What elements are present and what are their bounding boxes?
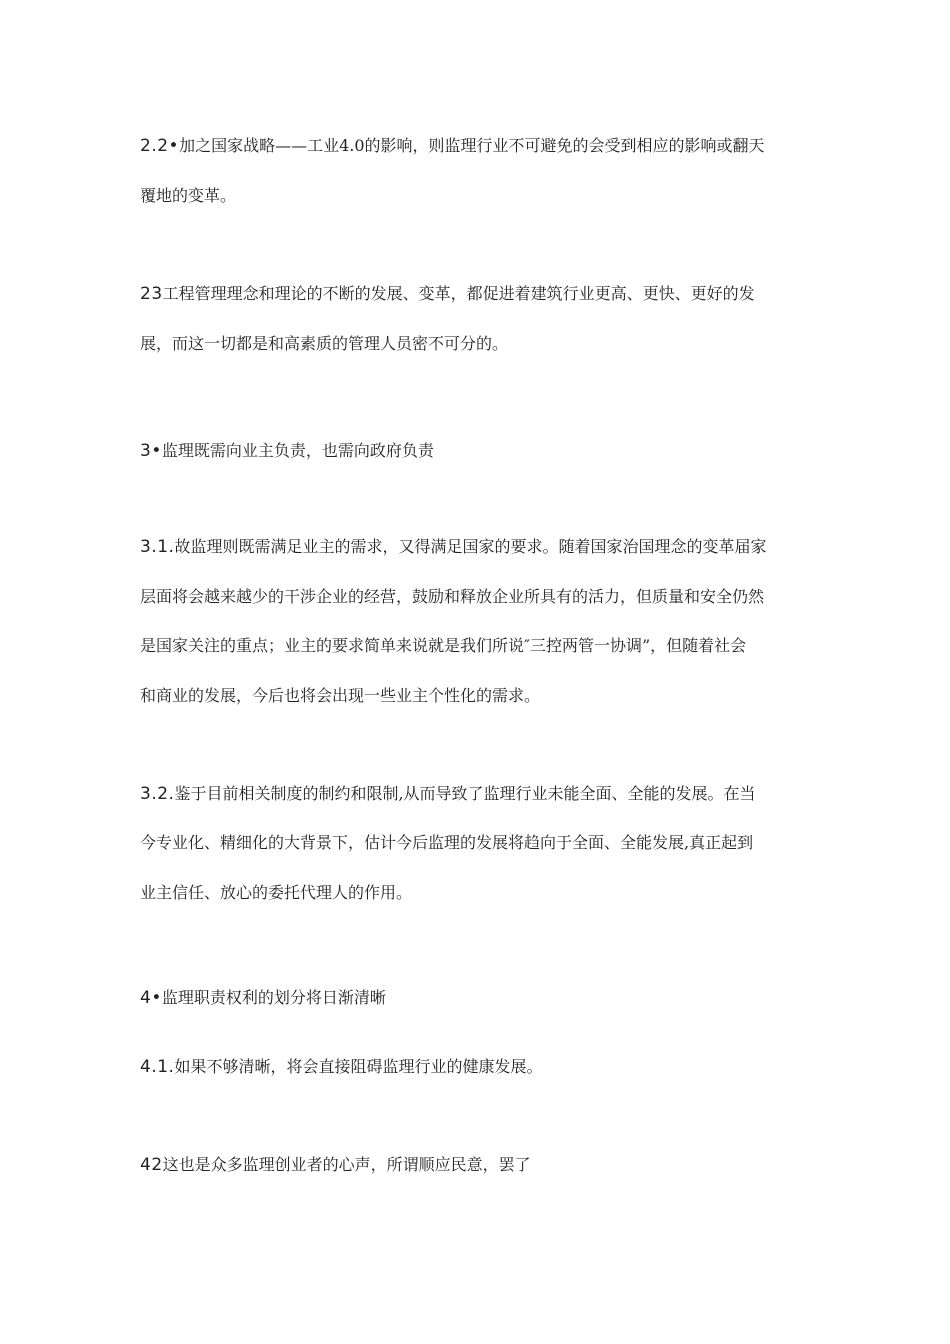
paragraph-2-3-line-2 — [140, 333, 820, 355]
paragraph-3-1-line-1 — [140, 536, 820, 558]
line-text: 如果不够清晰，将会直接阻碍监理行业的健康发展。 — [174, 1057, 543, 1076]
section-number: 4.1. — [140, 1057, 175, 1077]
section-number: 3• — [140, 441, 162, 461]
paragraph-3-1-line-4 — [140, 685, 820, 707]
line-text: 业主信任、放心的委托代理人的作用。 — [140, 883, 413, 902]
paragraph-4-2-line-1 — [140, 1154, 820, 1176]
line-text: 覆地的变革。 — [140, 186, 237, 205]
line-text: 故监理则既需满足业主的需求，又得满足国家的要求。随着国家治国理念的变革届家 — [174, 537, 767, 556]
line-text: 鉴于目前相关制度的制约和限制,从而导致了监理行业未能全面、全能的发展。在当 — [174, 784, 756, 803]
heading-text: 监理职责权利的划分将日渐清晰 — [161, 988, 386, 1007]
section-number: 3.1. — [140, 537, 175, 557]
section-heading-3 — [140, 440, 820, 462]
paragraph-2-3-line-1 — [140, 283, 820, 305]
paragraph-3-2-line-3 — [140, 882, 820, 904]
line-text: 工程管理理念和理论的不断的发展、变革，都促进着建筑行业更高、更快、更好的发 — [162, 284, 755, 303]
heading-text: 监理既需向业主负责，也需向政府负责 — [161, 441, 434, 460]
section-heading-4 — [140, 987, 820, 1009]
line-text: 这也是众多监理创业者的心声，所谓顺应民意，罢了 — [162, 1155, 531, 1174]
paragraph-3-2-line-1 — [140, 783, 820, 805]
line-text: 和商业的发展，今后也将会出现一些业主个性化的需求。 — [140, 686, 541, 705]
section-number: 23 — [140, 284, 163, 304]
section-number: 4• — [140, 988, 162, 1008]
paragraph-3-1-line-2 — [140, 586, 820, 608]
paragraph-4-1-line-1 — [140, 1056, 820, 1078]
paragraph-3-2-line-2 — [140, 832, 820, 854]
section-number: 42 — [140, 1155, 163, 1175]
line-text: 今专业化、精细化的大背景下，估计今后监理的发展将趋向于全面、全能发展,真正起到 — [140, 833, 754, 852]
paragraph-3-1-line-3 — [140, 635, 820, 657]
paragraph-2-2-line-2 — [140, 185, 820, 207]
line-text: 加之国家战略——工业4.0的影响，则监理行业不可避免的会受到相应的影响或翻天 — [179, 136, 765, 155]
line-text: 展，而这一切都是和高素质的管理人员密不可分的。 — [140, 334, 509, 353]
line-text: 层面将会越来越少的干涉企业的经营，鼓励和释放企业所具有的活力，但质量和安全仍然 — [140, 587, 765, 606]
paragraph-2-2-line-1 — [140, 135, 820, 157]
section-number: 2.2• — [140, 136, 180, 156]
section-number: 3.2. — [140, 784, 175, 804]
line-text: 是国家关注的重点；业主的要求简单来说就是我们所说″三控两管一协调”，但随着社会 — [140, 636, 747, 655]
